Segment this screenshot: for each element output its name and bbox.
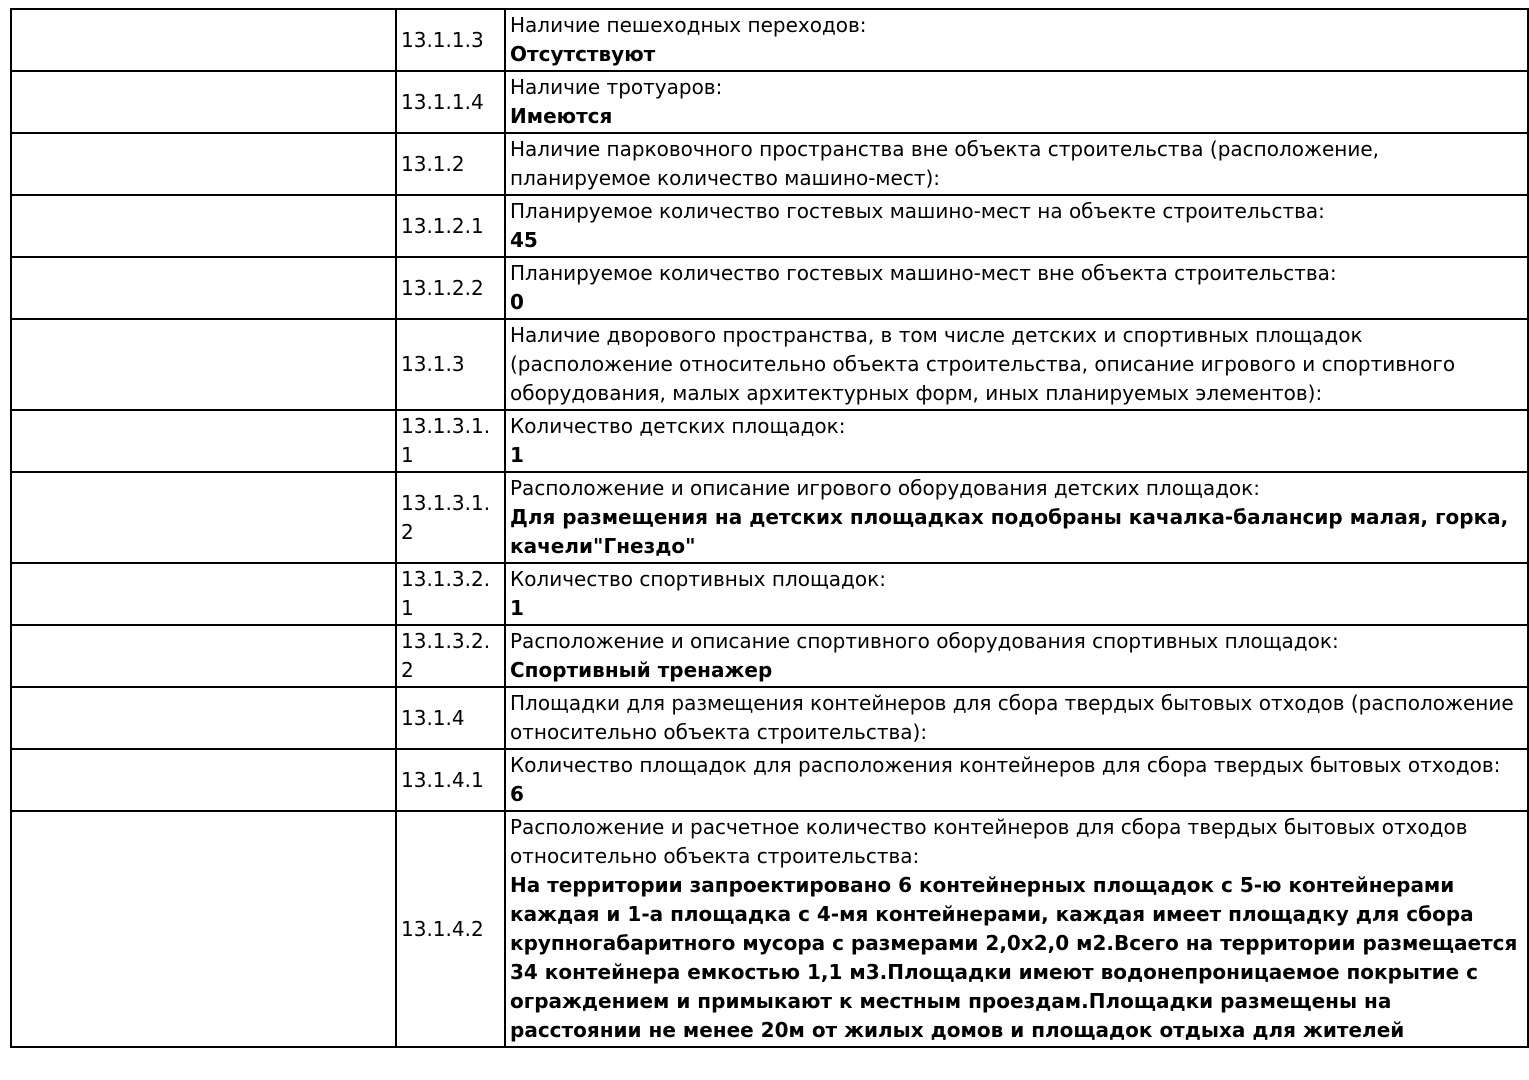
table-body	[11, 9, 1528, 1047]
clause-label: Наличие дворового пространства, в том числе детских и спортивных площадок (расположение относительно объекта строительства, описание игрового и спортивного оборудования, малых архитектурных форм, иных планируемых элементов):	[510, 323, 1456, 405]
clause-code: 13.1.4.1	[396, 749, 505, 811]
clause-code: 13.1.2.1	[396, 195, 505, 257]
clause-code: 13.1.3.2.1	[396, 563, 505, 625]
empty-cell	[11, 563, 396, 625]
table-row	[11, 133, 1528, 195]
empty-cell	[11, 472, 396, 563]
document-page	[0, 8, 1529, 1048]
clause-content	[505, 472, 1528, 563]
table-row	[11, 811, 1528, 1047]
clause-label: Расположение и описание игрового оборудования детских площадок:	[510, 476, 1260, 500]
clause-value: Для размещения на детских площадках подобраны качалка-балансир малая, горка, качели"Гнездо"	[510, 505, 1509, 558]
clause-label: Количество спортивных площадок:	[510, 567, 886, 591]
clause-content	[505, 563, 1528, 625]
clause-code: 13.1.3.1.1	[396, 410, 505, 472]
clause-content	[505, 133, 1528, 195]
empty-cell	[11, 195, 396, 257]
clause-code: 13.1.1.4	[396, 71, 505, 133]
clause-value: Отсутствуют	[510, 42, 656, 66]
clause-label: Планируемое количество гостевых машино-мест на объекте строительства:	[510, 199, 1325, 223]
table-row	[11, 9, 1528, 71]
declaration-table	[10, 8, 1529, 1048]
empty-cell	[11, 749, 396, 811]
clause-value: На территории запроектировано 6 контейнерных площадок с 5-ю контейнерами каждая и 1-а площадка с 4-мя контейнерами, каждая имеет площадку для сбора крупногабаритного мусора с размерами 2,0х2,0 м2.Всего на территории размещается 34 контейнера емкостью 1,1 м3.Площадки имеют водонепроницаемое покрытие с ограждением и примыкают к местным проездам.Площадки размещены на расстоянии не менее 20м от жилых домов и площадок отдыха для жителей	[510, 873, 1518, 1042]
clause-content	[505, 319, 1528, 410]
table-row	[11, 71, 1528, 133]
clause-label: Количество площадок для расположения контейнеров для сбора твердых бытовых отходов:	[510, 753, 1501, 777]
clause-value: Спортивный тренажер	[510, 658, 773, 682]
table-row	[11, 749, 1528, 811]
clause-label: Наличие пешеходных переходов:	[510, 13, 867, 37]
table-row	[11, 195, 1528, 257]
empty-cell	[11, 257, 396, 319]
clause-content	[505, 625, 1528, 687]
clause-label: Планируемое количество гостевых машино-мест вне объекта строительства:	[510, 261, 1337, 285]
clause-content	[505, 71, 1528, 133]
clause-code: 13.1.3.1.2	[396, 472, 505, 563]
table-row	[11, 472, 1528, 563]
table-row	[11, 319, 1528, 410]
empty-cell	[11, 625, 396, 687]
clause-content	[505, 257, 1528, 319]
clause-label: Наличие парковочного пространства вне объекта строительства (расположение, планируемое количество машино-мест):	[510, 137, 1380, 190]
clause-label: Расположение и описание спортивного оборудования спортивных площадок:	[510, 629, 1339, 653]
clause-content	[505, 410, 1528, 472]
clause-value: 0	[510, 290, 524, 314]
table-row	[11, 257, 1528, 319]
clause-value: 1	[510, 596, 524, 620]
clause-code: 13.1.1.3	[396, 9, 505, 71]
empty-cell	[11, 687, 396, 749]
empty-cell	[11, 71, 396, 133]
clause-content	[505, 749, 1528, 811]
empty-cell	[11, 133, 396, 195]
clause-content	[505, 9, 1528, 71]
clause-code: 13.1.3.2.2	[396, 625, 505, 687]
clause-value: 45	[510, 228, 538, 252]
clause-value: 6	[510, 782, 524, 806]
clause-content	[505, 811, 1528, 1047]
clause-content	[505, 195, 1528, 257]
clause-label: Расположение и расчетное количество контейнеров для сбора твердых бытовых отходов относительно объекта строительства:	[510, 815, 1468, 868]
empty-cell	[11, 319, 396, 410]
clause-code: 13.1.4.2	[396, 811, 505, 1047]
clause-code: 13.1.2	[396, 133, 505, 195]
table-row	[11, 563, 1528, 625]
clause-code: 13.1.2.2	[396, 257, 505, 319]
table-row	[11, 625, 1528, 687]
clause-code: 13.1.3	[396, 319, 505, 410]
clause-label: Площадки для размещения контейнеров для сбора твердых бытовых отходов (расположение относительно объекта строительства):	[510, 691, 1514, 744]
table-row	[11, 410, 1528, 472]
empty-cell	[11, 410, 396, 472]
clause-label: Количество детских площадок:	[510, 414, 846, 438]
clause-code: 13.1.4	[396, 687, 505, 749]
clause-value: 1	[510, 443, 524, 467]
empty-cell	[11, 811, 396, 1047]
table-row	[11, 687, 1528, 749]
clause-value: Имеются	[510, 104, 613, 128]
empty-cell	[11, 9, 396, 71]
clause-content	[505, 687, 1528, 749]
clause-label: Наличие тротуаров:	[510, 75, 723, 99]
